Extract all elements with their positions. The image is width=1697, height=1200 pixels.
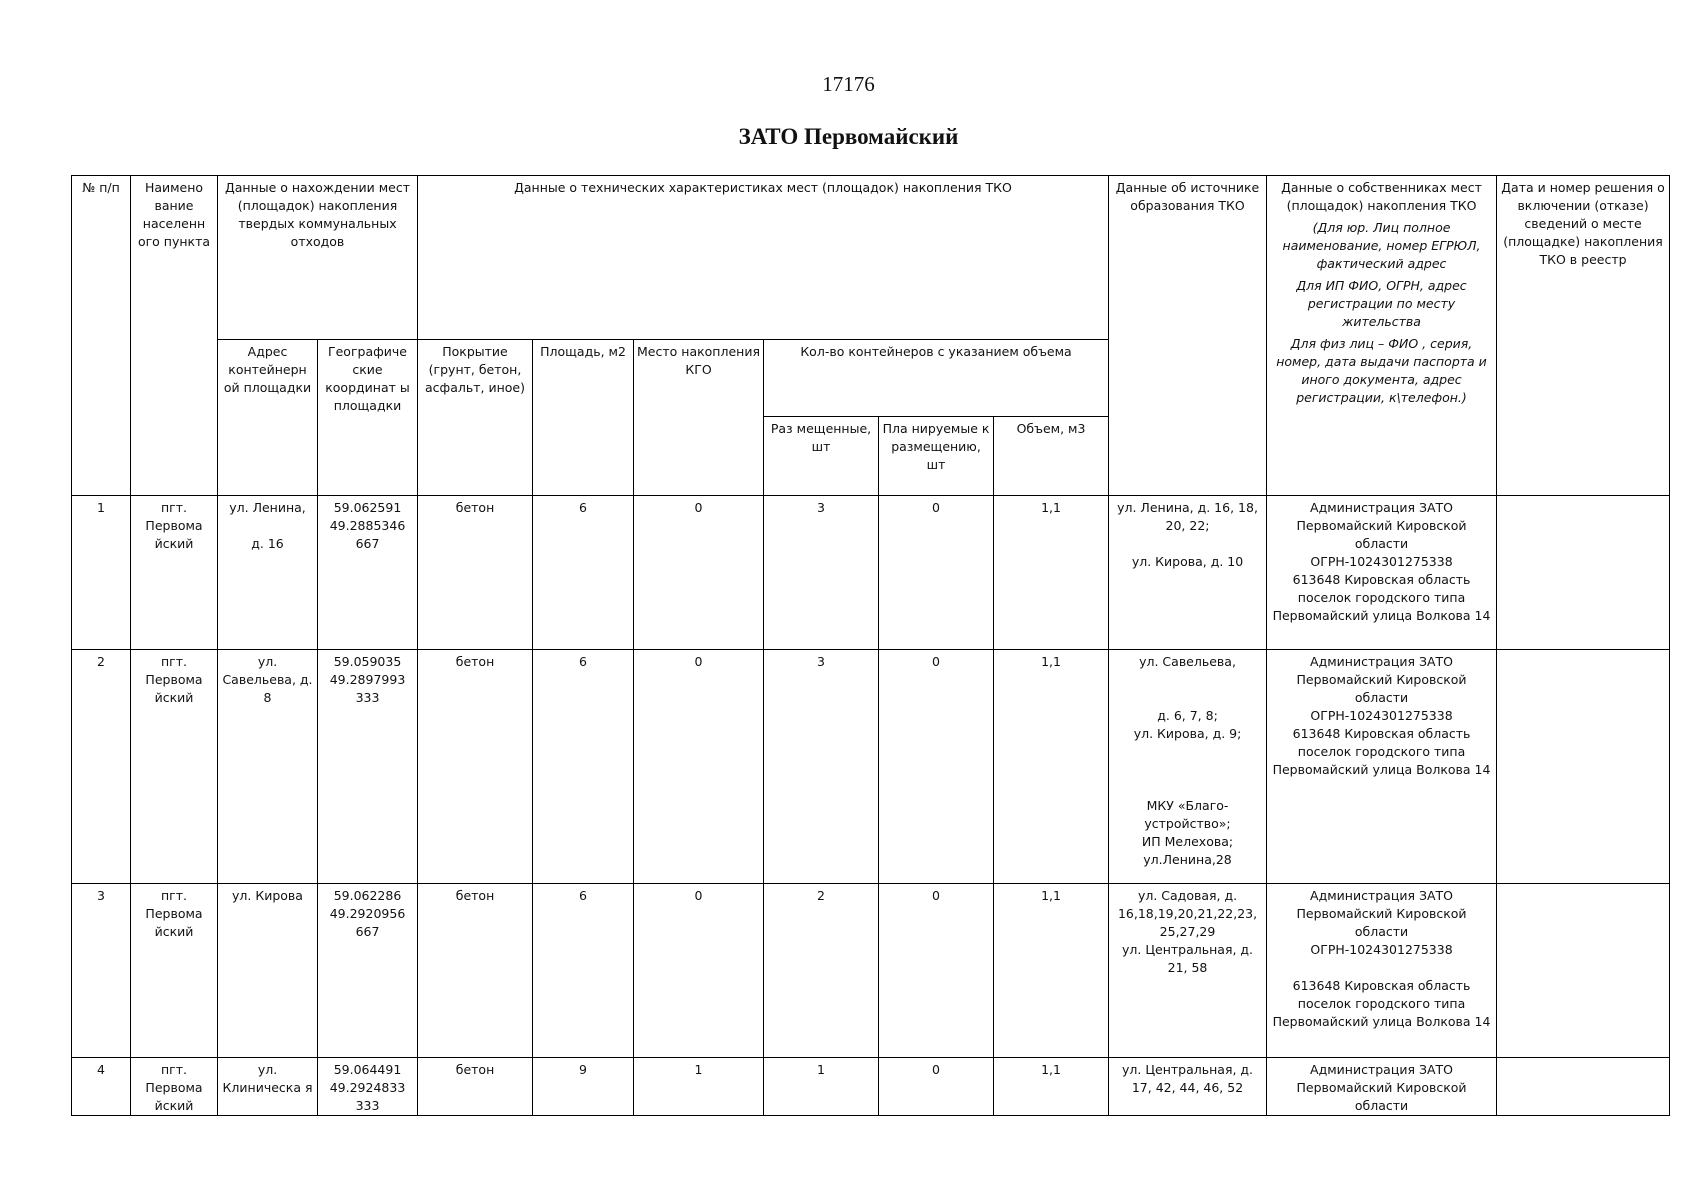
header-kgo: Место накопления КГО — [634, 340, 764, 496]
header-placed: Раз мещенные, шт — [764, 417, 879, 496]
row-owner-ogrn: ОГРН-1024301275338 — [1310, 942, 1453, 957]
row-coords: 59.062286 49.2920956 667 — [318, 884, 418, 1058]
header-owners-label: Данные о собственниках мест (площадок) накопления ТКО — [1281, 180, 1482, 213]
row-decision — [1497, 650, 1670, 884]
row-area: 6 — [533, 650, 634, 884]
row-source — [1109, 650, 1267, 884]
row-coords: 59.059035 49.2897993 333 — [318, 650, 418, 884]
row-placed: 3 — [764, 650, 879, 884]
header-planned: Пла нируемые к размещению, шт — [879, 417, 994, 496]
row-area: 9 — [533, 1058, 634, 1116]
row-num: 1 — [72, 496, 131, 650]
page-number: 17176 — [822, 72, 875, 96]
row-surface: бетон — [418, 1058, 533, 1116]
row-volume: 1,1 — [994, 1058, 1109, 1116]
header-surface: Покрытие (грунт, бетон, асфальт, иное) — [418, 340, 533, 496]
row-decision — [1497, 884, 1670, 1058]
table-row — [72, 1058, 1670, 1116]
header-num: № п/п — [72, 176, 131, 496]
row-source-line: ул. Садовая, д. 16,18,19,20,21,22,23, 25,27,29 — [1117, 888, 1258, 939]
row-address: ул. Кирова — [218, 884, 318, 1058]
row-num: 3 — [72, 884, 131, 1058]
header-location-group: Данные о нахождении мест (площадок) накопления твердых коммунальных отходов — [218, 176, 418, 340]
row-area: 6 — [533, 884, 634, 1058]
row-owner-address: 613648 Кировская область поселок городского типа Первомайский улица Волкова 14 — [1272, 978, 1491, 1029]
row-num: 2 — [72, 650, 131, 884]
row-address: ул. Клиническа я — [218, 1058, 318, 1116]
row-owner-name: Администрация ЗАТО Первомайский Кировской области — [1296, 654, 1467, 705]
row-area: 6 — [533, 496, 634, 650]
header-decision: Дата и номер решения о включении (отказе) сведений о месте (площадке) накопления ТКО в реестр — [1497, 176, 1670, 496]
row-coords: 59.062591 49.2885346 667 — [318, 496, 418, 650]
row-owner: Администрация ЗАТО Первомайский Кировской области — [1267, 1058, 1497, 1116]
row-source-line: ул. Ленина, д. 16, 18, 20, 22; — [1117, 500, 1258, 533]
row-source: ул. Центральная, д. 17, 42, 44, 46, 52 — [1109, 1058, 1267, 1116]
row-owner-name: Администрация ЗАТО Первомайский Кировской области — [1296, 888, 1467, 939]
row-source-line: ул. Кирова, д. 10 — [1131, 554, 1244, 569]
header-address: Адрес контейнерн ой площадки — [218, 340, 318, 496]
row-settlement: пгт. Первома йский — [131, 1058, 218, 1116]
row-owner-address: 613648 Кировская область поселок городского типа Первомайский улица Волкова 14 — [1272, 726, 1491, 777]
row-settlement: пгт. Первома йский — [131, 650, 218, 884]
row-owner — [1267, 496, 1497, 650]
row-source — [1109, 496, 1267, 650]
table-row — [72, 496, 1670, 650]
row-surface: бетон — [418, 650, 533, 884]
header-settlement: Наимено вание населенн ого пункта — [131, 176, 218, 496]
header-volume: Объем, м3 — [994, 417, 1109, 496]
row-owner — [1267, 884, 1497, 1058]
registry-table — [71, 175, 1670, 1116]
row-planned: 0 — [879, 884, 994, 1058]
row-surface: бетон — [418, 496, 533, 650]
row-source-line: ул. Кирова, д. 9; — [1133, 726, 1242, 741]
row-placed: 1 — [764, 1058, 879, 1116]
header-owners-note-2: Для ИП ФИО, ОГРН, адрес регистрации по месту жительства — [1296, 278, 1467, 329]
row-planned: 0 — [879, 650, 994, 884]
row-kgo: 0 — [634, 884, 764, 1058]
row-source-line: д. 6, 7, 8; — [1157, 708, 1218, 723]
header-owners — [1267, 176, 1497, 496]
row-kgo: 1 — [634, 1058, 764, 1116]
header-area: Площадь, м2 — [533, 340, 634, 496]
row-owner-ogrn: ОГРН-1024301275338 — [1310, 708, 1453, 723]
row-decision — [1497, 1058, 1670, 1116]
row-address: ул. Савельева, д. 8 — [218, 650, 318, 884]
row-source-line: ул.Ленина,28 — [1143, 852, 1232, 867]
row-source — [1109, 884, 1267, 1058]
row-volume: 1,1 — [994, 496, 1109, 650]
row-placed: 3 — [764, 496, 879, 650]
row-owner-address: 613648 Кировская область поселок городского типа Первомайский улица Волкова 14 — [1272, 572, 1491, 623]
row-source-line: ул. Центральная, д. 21, 58 — [1121, 942, 1254, 975]
row-settlement: пгт. Первома йский — [131, 884, 218, 1058]
row-volume: 1,1 — [994, 884, 1109, 1058]
row-num: 4 — [72, 1058, 131, 1116]
header-owners-note-3: Для физ лиц – ФИО , серия, номер, дата выдачи паспорта и иного документа, адрес регистрации, к\телефон.) — [1276, 336, 1487, 405]
row-placed: 2 — [764, 884, 879, 1058]
row-kgo: 0 — [634, 650, 764, 884]
row-owner-name: Администрация ЗАТО Первомайский Кировской области — [1296, 500, 1467, 551]
table-row — [72, 884, 1670, 1058]
row-kgo: 0 — [634, 496, 764, 650]
table-row — [72, 650, 1670, 884]
row-decision — [1497, 496, 1670, 650]
row-source-line: МКУ «Благо- устройство»; — [1144, 798, 1231, 831]
row-address — [218, 496, 318, 650]
row-volume: 1,1 — [994, 650, 1109, 884]
row-planned: 0 — [879, 1058, 994, 1116]
header-containers-group: Кол-во контейнеров с указанием объема — [764, 340, 1109, 417]
header-row-1 — [72, 176, 1670, 340]
header-coords: Географиче ские координат ы площадки — [318, 340, 418, 496]
row-source-line: ул. Савельева, — [1139, 654, 1236, 669]
row-coords: 59.064491 49.2924833 333 — [318, 1058, 418, 1116]
document-title: ЗАТО Первомайский — [738, 124, 959, 149]
row-source-line: ИП Мелехова; — [1141, 834, 1234, 849]
header-source: Данные об источнике образования ТКО — [1109, 176, 1267, 496]
row-owner-ogrn: ОГРН-1024301275338 — [1310, 554, 1453, 569]
row-planned: 0 — [879, 496, 994, 650]
header-owners-note-1: (Для юр. Лиц полное наименование, номер ЕГРЮЛ, фактический адрес — [1282, 220, 1481, 271]
row-address-street: ул. Ленина, — [229, 500, 306, 515]
row-address-house: д. 16 — [251, 536, 284, 551]
row-settlement: пгт. Первома йский — [131, 496, 218, 650]
header-tech-group: Данные о технических характеристиках мест (площадок) накопления ТКО — [418, 176, 1109, 340]
row-surface: бетон — [418, 884, 533, 1058]
row-owner — [1267, 650, 1497, 884]
